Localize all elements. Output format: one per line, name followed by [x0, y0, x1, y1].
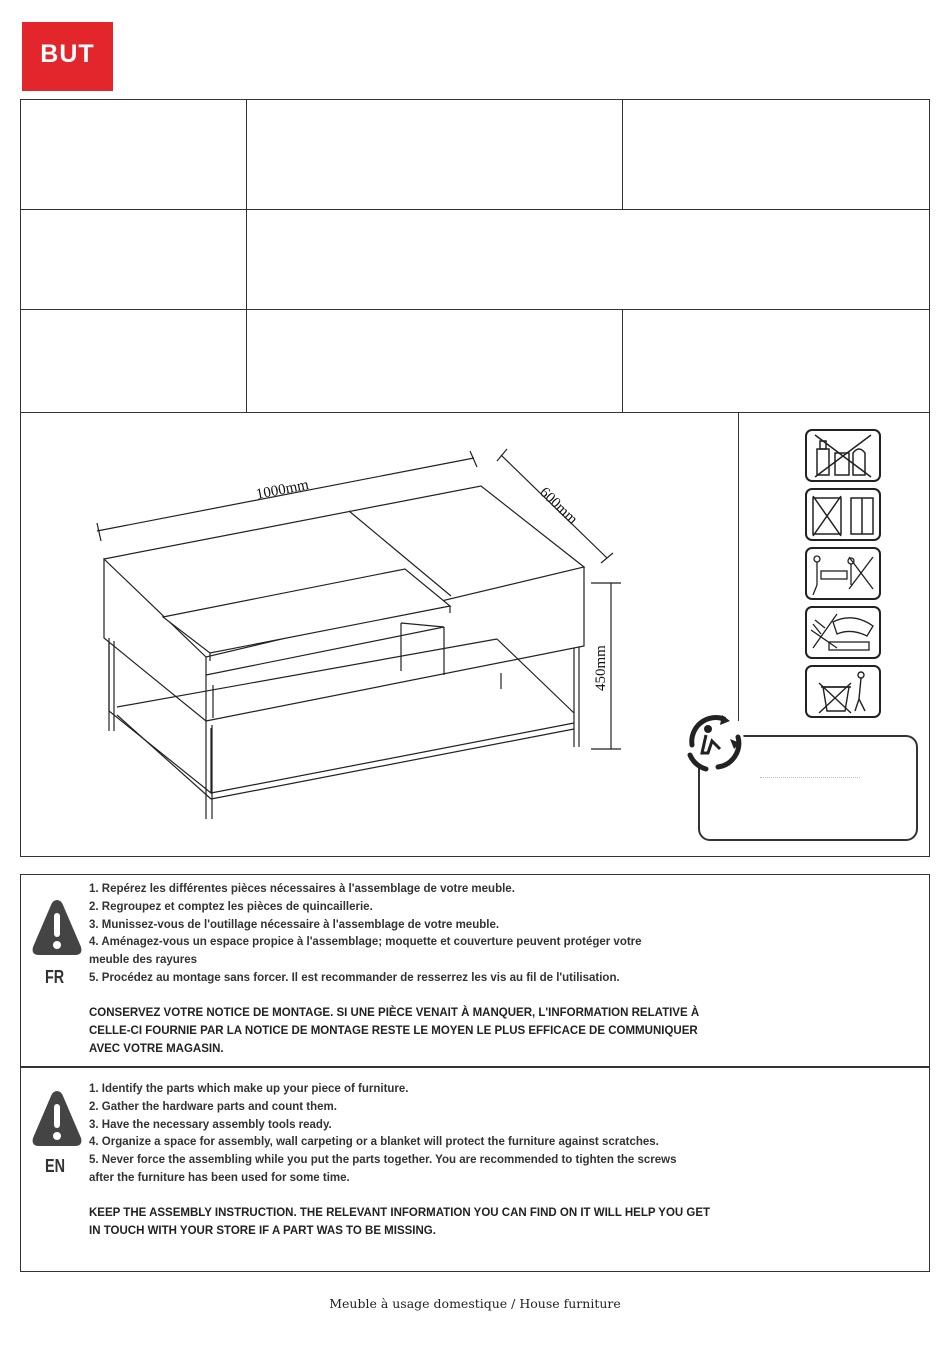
no-trash-disposal-icon: [805, 665, 881, 718]
list-item: 3. Have the necessary assembly tools ready.: [89, 1118, 332, 1131]
no-wet-cleaning-icon: [805, 606, 881, 659]
table-row-divider: [21, 209, 929, 210]
logo-text: BUT: [40, 40, 95, 68]
product-info-table: [20, 99, 930, 413]
warning-icon: [31, 1088, 83, 1150]
product-drawing-panel: [20, 412, 930, 857]
instructions-fr: [20, 874, 930, 1067]
but-logo: [22, 22, 113, 91]
notice-en: KEEP THE ASSEMBLY INSTRUCTION. THE RELEVANT INFORMATION YOU CAN FIND ON IT WILL HELP YOU GET IN TOUCH WITH YOUR STORE IF A PART WAS TO BE MISSING.: [89, 1207, 711, 1237]
steps-list-fr: [89, 881, 642, 988]
warning-icon: [31, 897, 83, 959]
drawing-divider: [738, 413, 739, 721]
table-col-divider: [246, 100, 247, 412]
width-dimension: 1000mm: [254, 477, 311, 503]
lang-label-en: EN: [45, 1156, 66, 1176]
steps-list-en: [89, 1081, 677, 1188]
list-item: 2. Regroupez et comptez les pièces de quincaillerie.: [89, 900, 373, 913]
coffee-table-drawing: [21, 413, 621, 833]
footer-text: Meuble à usage domestique / House furniture: [329, 1296, 621, 1311]
list-item: 3. Munissez-vous de l'outillage nécessaire à l'assemblage de votre meuble.: [89, 918, 500, 931]
notice-fr: CONSERVEZ VOTRE NOTICE DE MONTAGE. SI UNE PIÈCE VENAIT À MANQUER, L'INFORMATION RELATIVE À CELLE-CI FOURNIE PAR LA NOTICE DE MONTAGE RESTE LE MOYEN LE PLUS EFFICACE DE COMMUNIQUER AVEC VOTRE MAGASIN.: [89, 1007, 700, 1055]
list-item: 1. Repérez les différentes pièces nécessaires à l'assemblage de votre meuble.: [89, 883, 515, 895]
table-col-divider: [622, 309, 623, 412]
recycle-icon: [678, 709, 750, 775]
list-item: 2. Gather the hardware parts and count them.: [89, 1100, 337, 1113]
table-col-divider: [622, 100, 623, 209]
height-dimension: 450mm: [593, 645, 609, 691]
list-item: 5. Procédez au montage sans forcer. Il est recommander de resserrez les vis au fil de l'utilisation.: [89, 971, 620, 984]
depth-dimension: 600mm: [536, 484, 581, 528]
list-item: 5. Never force the assembling while you put the parts together. You are recommended to tighten the screws after the furniture has been used for some time.: [89, 1154, 677, 1184]
no-moisture-icon: [805, 488, 881, 541]
list-item: 1. Identify the parts which make up your piece of furniture.: [89, 1083, 409, 1095]
list-item: 4. Aménagez-vous un espace propice à l'assemblage; moquette et couverture peuvent protéger votre meuble des rayures: [89, 936, 642, 967]
list-item: 4. Organize a space for assembly, wall carpeting or a blanket will protect the furniture against scratches.: [89, 1136, 659, 1149]
instructions-en: [20, 1067, 930, 1272]
lang-label-fr: FR: [45, 967, 65, 987]
no-chemicals-icon: [805, 429, 881, 482]
table-row-divider: [21, 309, 929, 310]
two-person-assembly-icon: [805, 547, 881, 600]
recycling-info-line: [760, 777, 860, 778]
